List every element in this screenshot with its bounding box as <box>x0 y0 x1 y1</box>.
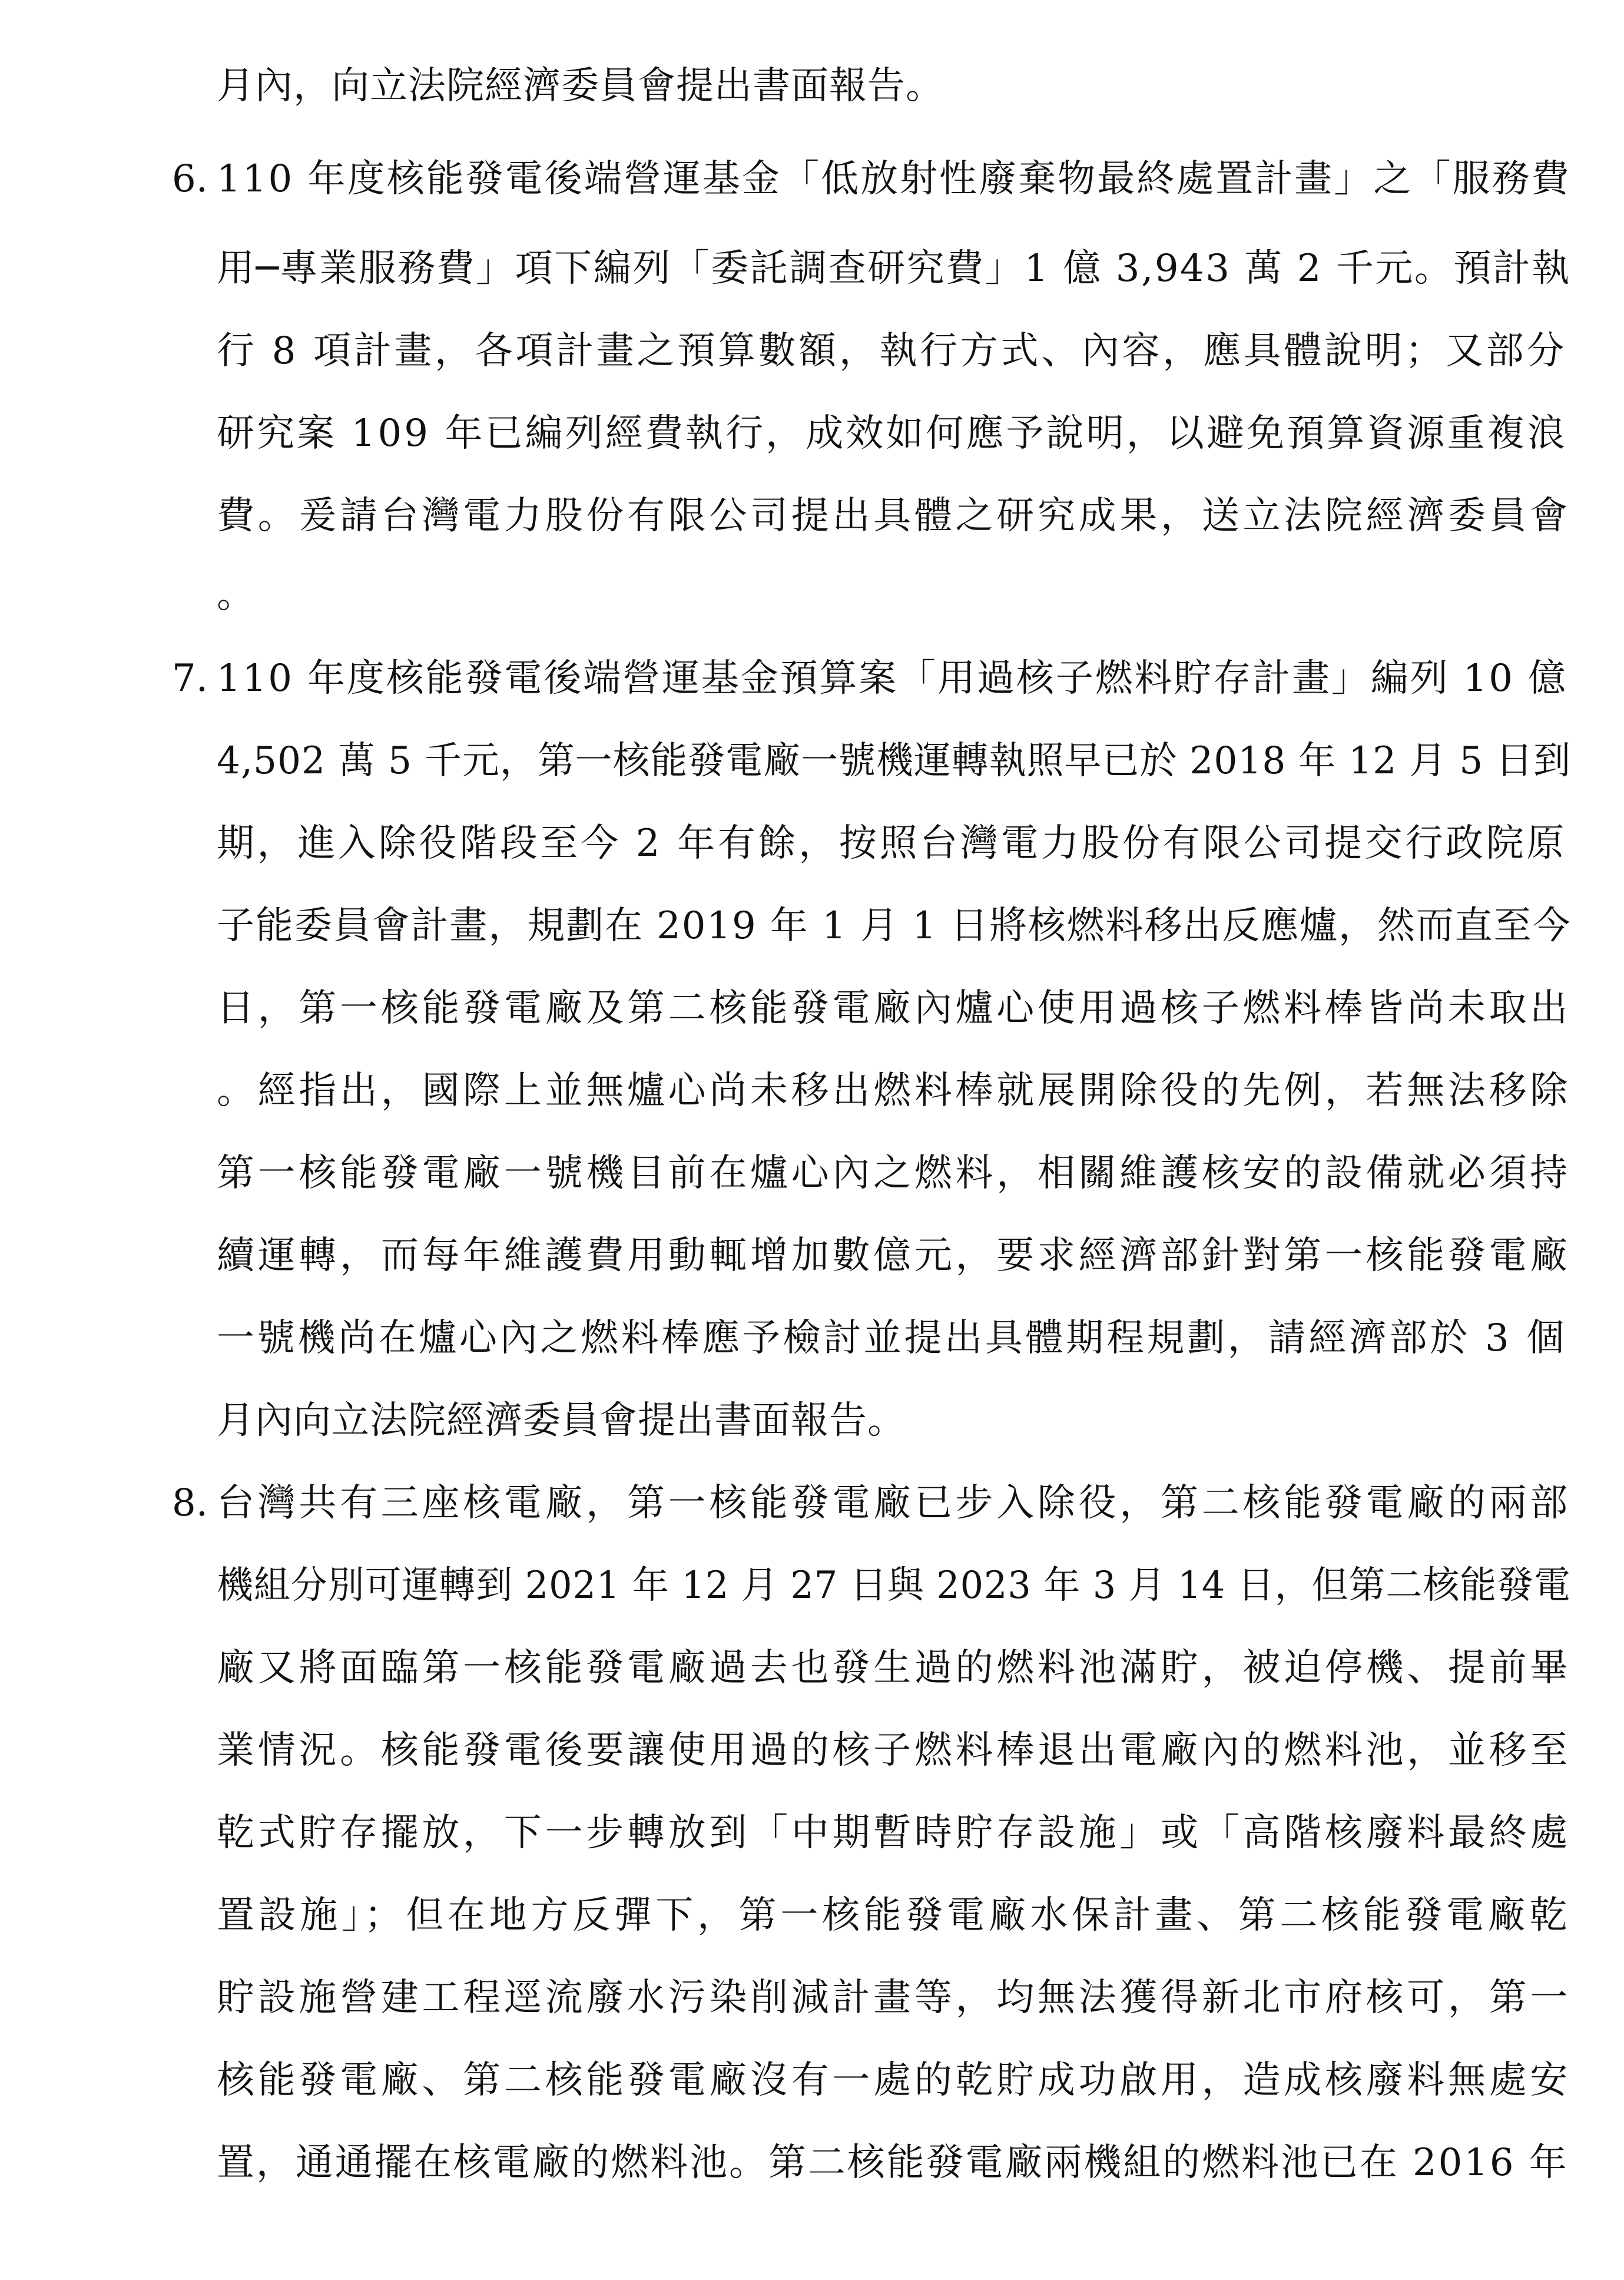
text-line: 貯設施營建工程逕流廢水污染削減計畫等，均無法獲得新北市府核可，第一 <box>217 1976 1571 2020</box>
text-line: 行 8 項計畫，各項計畫之預算數額，執行方式、內容，應具體說明；又部分 <box>217 329 1567 373</box>
text-line: 月內，向立法院經濟委員會提出書面報告。 <box>217 64 944 108</box>
text-line: 用─專業服務費」項下編列「委託調查研究費」1 億 3,943 萬 2 千元。預計執 <box>217 247 1571 290</box>
text-line: 日，第一核能發電廠及第二核能發電廠內爐心使用過核子燃料棒皆尚未取出 <box>217 987 1571 1030</box>
text-line: 4,502 萬 5 千元，第一核能發電廠一號機運轉執照早已於 2018 年 12 月 5 日到 <box>217 739 1572 783</box>
text-line: 機組分別可運轉到 2021 年 12 月 27 日與 2023 年 3 月 14 日，但第二核能發電 <box>217 1564 1571 1607</box>
item-number-8: 8. <box>172 1481 208 1525</box>
text-line: 廠又將面臨第一核能發電廠過去也發生過的燃料池滿貯，被迫停機、提前畢 <box>217 1646 1571 1690</box>
text-line: 業情況。核能發電後要讓使用過的核子燃料棒退出電廠內的燃料池，並移至 <box>217 1729 1571 1772</box>
item-number-7: 7. <box>172 657 208 700</box>
text-line: 110 年度核能發電後端營運基金「低放射性廢棄物最終處置計畫」之「服務費 <box>217 157 1571 201</box>
text-line: 續運轉，而每年維護費用動輒增加數億元，要求經濟部針對第一核能發電廠 <box>217 1234 1571 1278</box>
text-line: 期，進入除役階段至今 2 年有餘，按照台灣電力股份有限公司提交行政院原 <box>217 822 1567 865</box>
text-line: 子能委員會計畫，規劃在 2019 年 1 月 1 日將核燃料移出反應爐，然而直至今 <box>217 904 1572 948</box>
text-line: 乾式貯存擺放，下一步轉放到「中期暫時貯存設施」或「高階核廢料最終處 <box>217 1811 1571 1855</box>
text-line: 第一核能發電廠一號機目前在爐心內之燃料，相關維護核安的設備就必須持 <box>217 1151 1571 1195</box>
text-line: 費。爰請台灣電力股份有限公司提出具體之研究成果，送立法院經濟委員會 <box>217 494 1571 538</box>
text-line: 。經指出，國際上並無爐心尚未移出燃料棒就展開除役的先例，若無法移除 <box>217 1069 1571 1113</box>
item-number-6: 6. <box>172 157 208 201</box>
text-line: 。 <box>217 573 255 617</box>
text-line: 110 年度核能發電後端營運基金預算案「用過核子燃料貯存計畫」編列 10 億 <box>217 657 1567 700</box>
text-line: 置，通通擺在核電廠的燃料池。第二核能發電廠兩機組的燃料池已在 2016 年 <box>217 2141 1569 2185</box>
text-line: 核能發電廠、第二核能發電廠沒有一處的乾貯成功啟用，造成核廢料無處安 <box>217 2059 1571 2102</box>
text-line: 一號機尚在爐心內之燃料棒應予檢討並提出具體期程規劃，請經濟部於 3 個 <box>217 1316 1567 1360</box>
text-line: 置設施」；但在地方反彈下，第一核能發電廠水保計畫、第二核能發電廠乾 <box>217 1894 1571 1937</box>
text-line: 研究案 109 年已編列經費執行，成效如何應予說明，以避免預算資源重複浪 <box>217 412 1567 455</box>
text-line: 台灣共有三座核電廠，第一核能發電廠已步入除役，第二核能發電廠的兩部 <box>217 1481 1571 1525</box>
text-line: 月內向立法院經濟委員會提出書面報告。 <box>217 1399 906 1442</box>
